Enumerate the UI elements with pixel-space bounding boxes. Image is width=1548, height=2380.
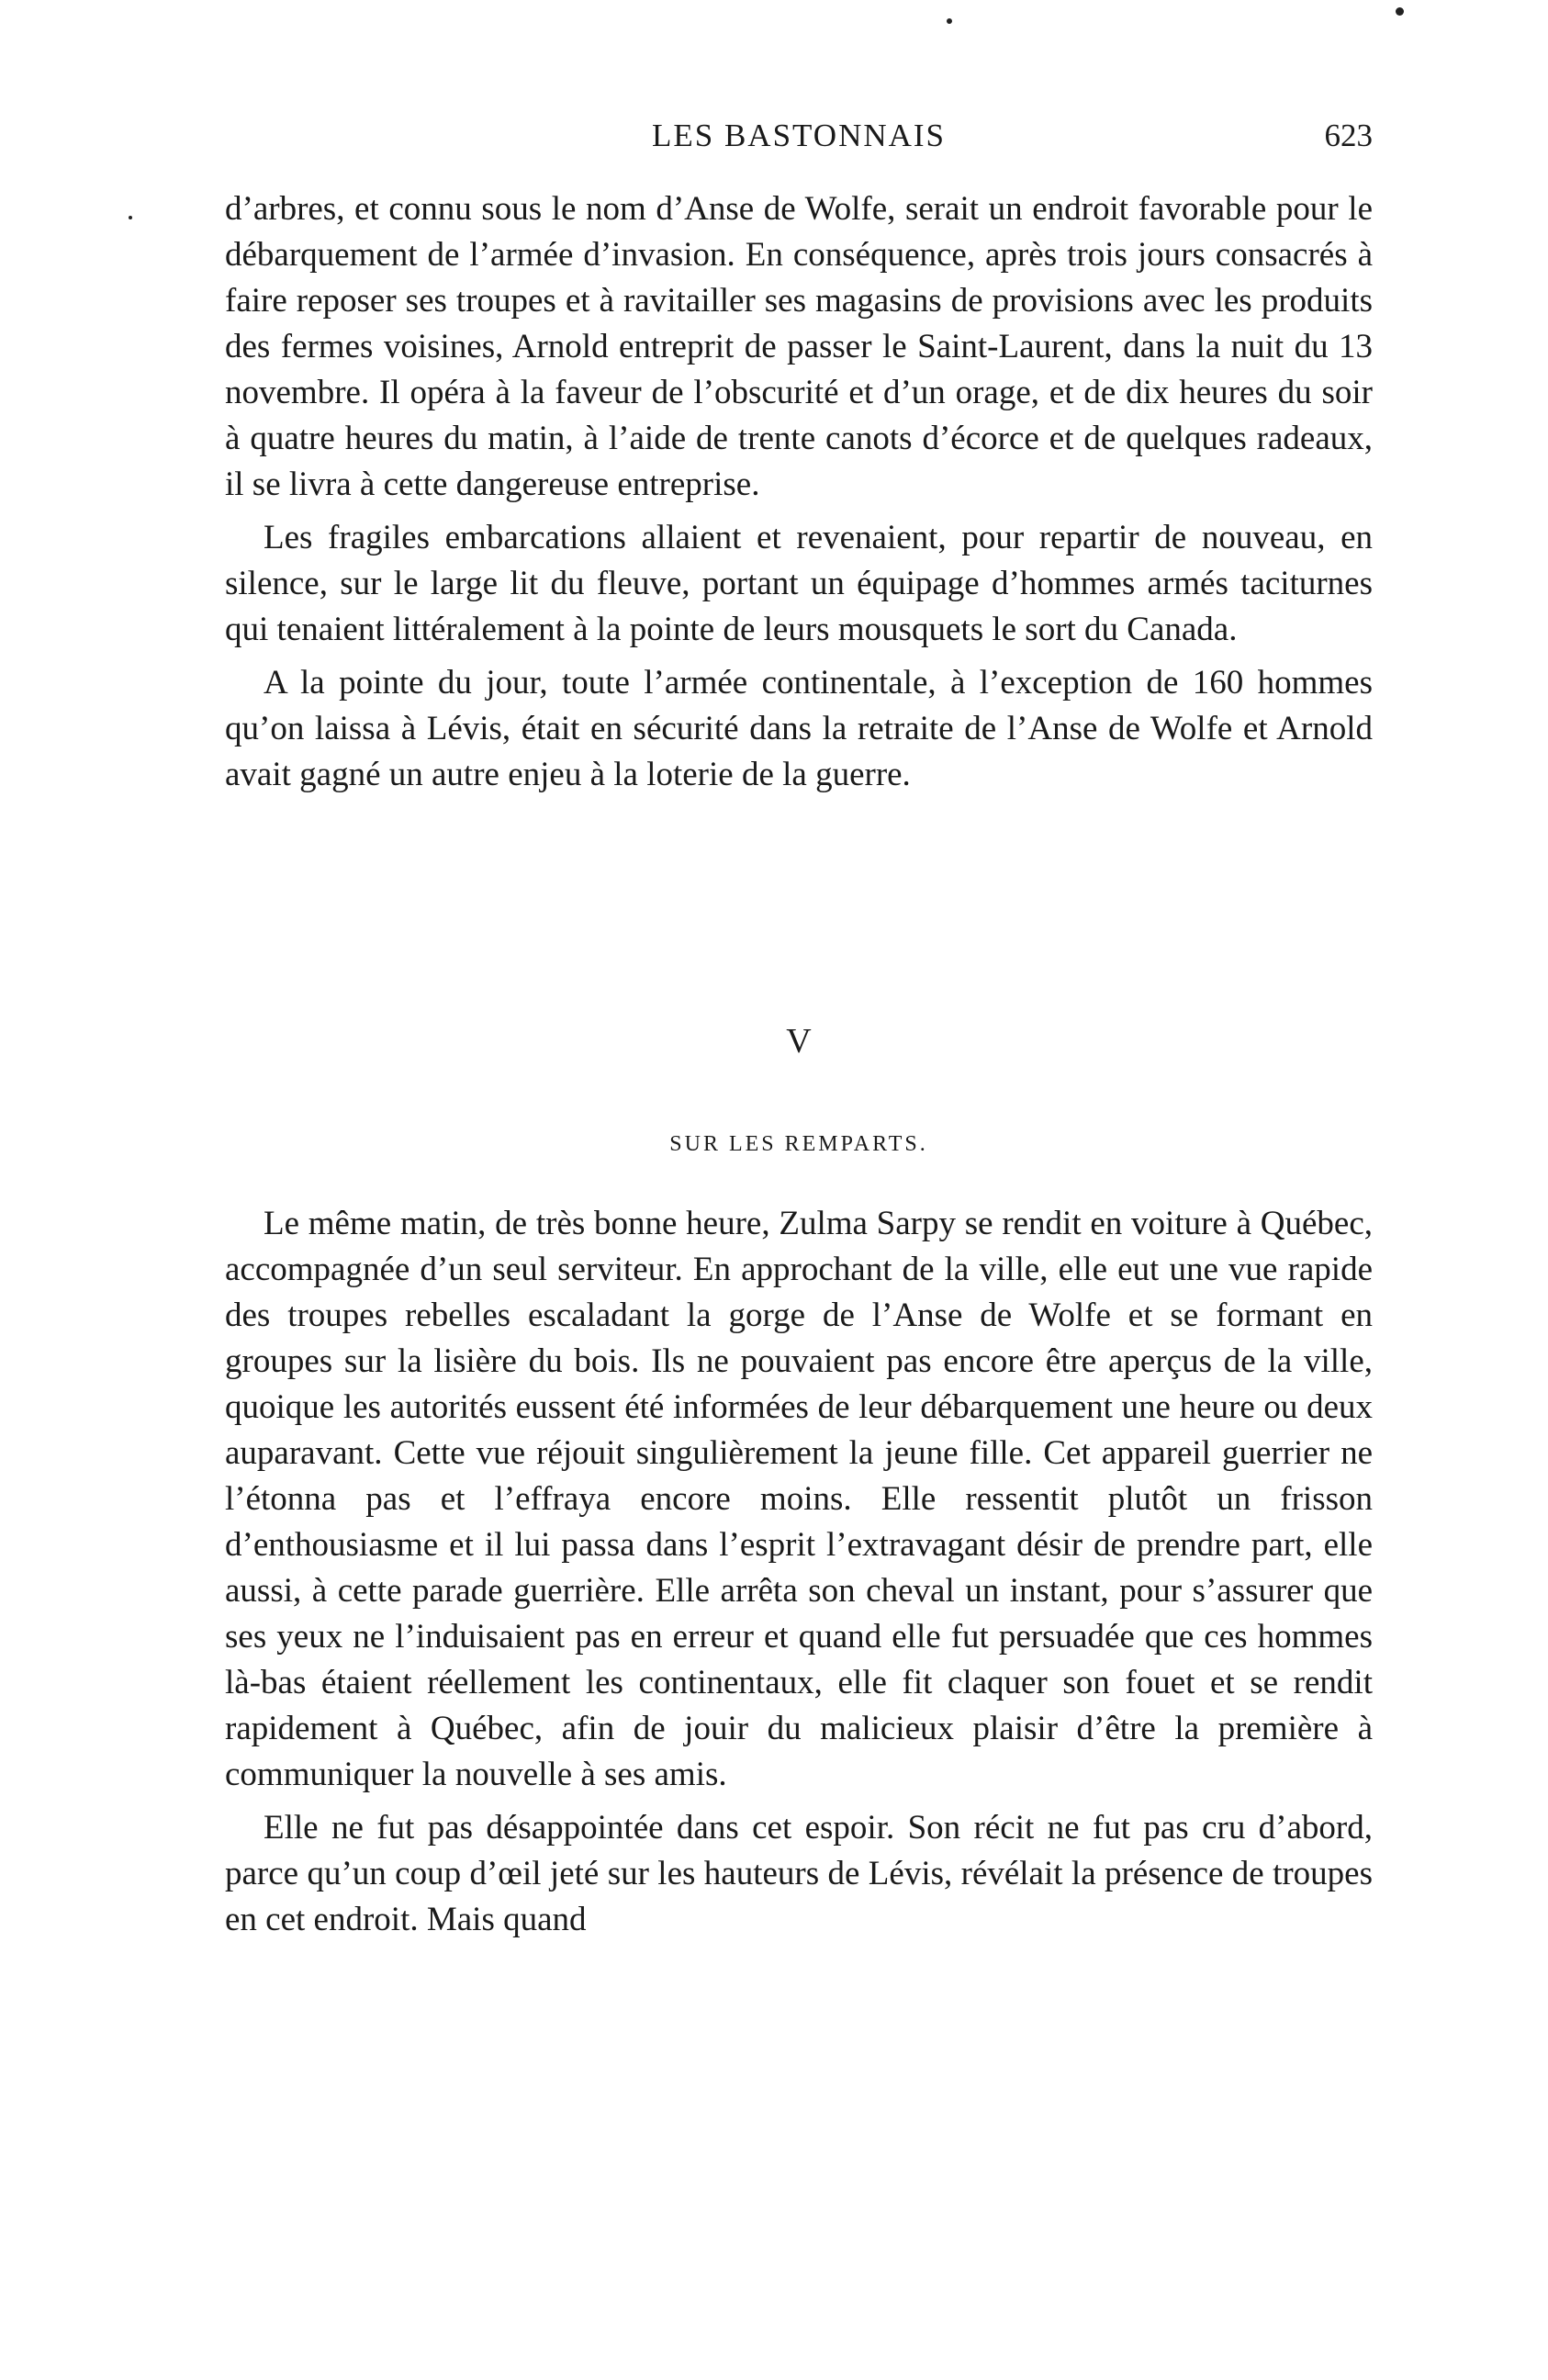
page-number: 623 <box>1324 118 1373 153</box>
page-header <box>225 118 1373 160</box>
ink-speck <box>129 216 132 219</box>
chapter-number: V <box>786 1022 812 1061</box>
text-section-2 <box>225 1201 1373 1943</box>
ink-speck <box>1396 7 1404 16</box>
paragraph: d’arbres, et connu sous le nom d’Anse de Wolfe, serait un endroit favorable pour le débarquement de l’armée d’invasion. En conséquence, après trois jours consacrés à faire reposer ses troupes et à ravitailler ses magasins de provisions avec les produits des fermes voisines, Arnold entreprit de passer le Saint-Laurent, dans la nuit du 13 novembre. Il opéra à la faveur de l’obscurité et d’un orage, et de dix heures du soir à quatre heures du matin, à l’aide de trente canots d’écorce et de quelques radeaux, il se livra à cette dangereuse entreprise. <box>225 190 1373 503</box>
paragraph: Les fragiles embarcations allaient et revenaient, pour repartir de nouveau, en silence, sur le large lit du fleuve, portant un équipage d’hommes armés taciturnes qui tenaient littéralement à la pointe de leurs mousquets le sort du Canada. <box>225 519 1373 648</box>
ink-speck <box>947 18 952 24</box>
chapter-title: SUR LES REMPARTS. <box>669 1132 928 1156</box>
paragraph: Elle ne fut pas désappointée dans cet espoir. Son récit ne fut pas cru d’abord, parce qu’un coup d’œil jeté sur les hauteurs de Lévis, révélait la présence de troupes en cet endroit. Mais quand <box>225 1809 1373 1938</box>
running-title: LES BASTONNAIS <box>651 118 947 153</box>
paragraph: Le même matin, de très bonne heure, Zulma Sarpy se rendit en voiture à Québec, accompagnée d’un seul serviteur. En approchant de la ville, elle eut une vue rapide des troupes rebelles escaladant la gorge de l’Anse de Wolfe et se formant en groupes sur la lisière du bois. Ils ne pouvaient pas encore être aperçus de la ville, quoique les autorités eussent été informées de leur débarquement une heure ou deux auparavant. Cette vue réjouit singulièrement la jeune fille. Cet appareil guerrier ne l’étonna pas et l’effraya encore moins. Elle ressentit plutôt un frisson d’enthousiasme et il lui passa dans l’esprit l’extravagant désir de prendre part, elle aussi, à cette parade guerrière. Elle arrêta son cheval un instant, pour s’assurer que ses yeux ne l’induisaient pas en erreur et quand elle fut persuadée que ces hommes là-bas étaient réellement les continentaux, elle fit claquer son fouet et se rendit rapidement à Québec, afin de jouir du malicieux plaisir d’être la première à communiquer la nouvelle à ses amis. <box>225 1205 1373 1793</box>
paragraph: A la pointe du jour, toute l’armée continentale, à l’exception de 160 hommes qu’on laissa à Lévis, était en sécurité dans la retraite de l’Anse de Wolfe et Arnold avait gagné un autre enjeu à la loterie de la guerre. <box>225 664 1373 793</box>
text-section-1 <box>225 186 1373 798</box>
